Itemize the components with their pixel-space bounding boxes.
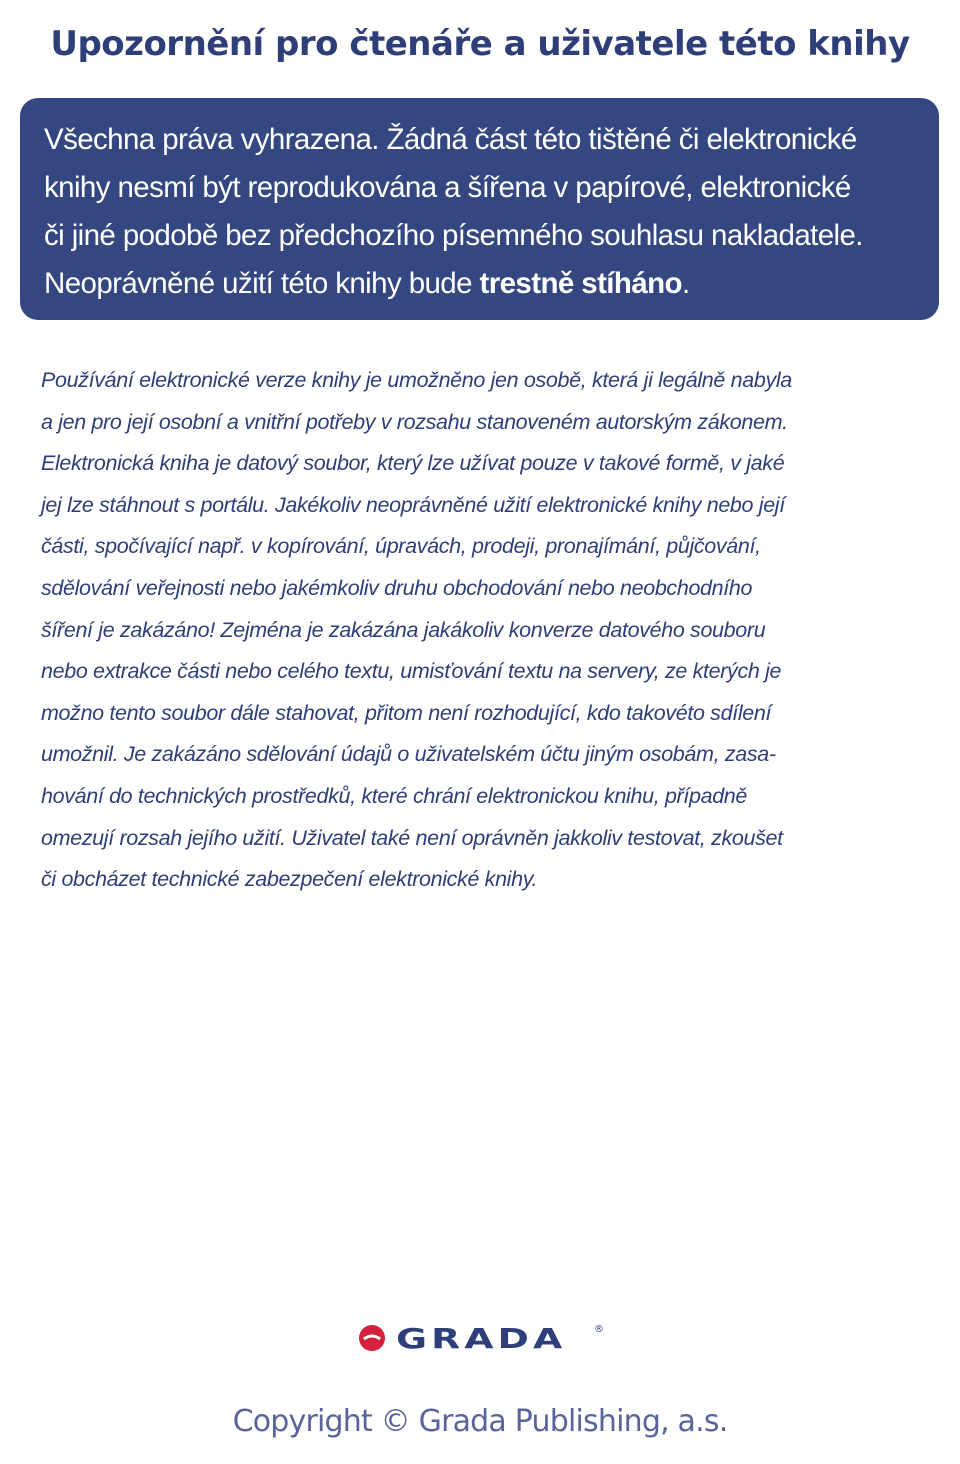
paragraph-line: omezují rozsah jejího užití. Uživatel také není oprávněn jakkoliv testovat, zkoušet	[41, 825, 783, 850]
paragraph-line: hování do technických prostředků, které chrání elektronickou knihu, případně	[41, 783, 748, 808]
notice-line: Všechna práva vyhrazena. Žádná část této tištěné či elektronické	[44, 123, 857, 156]
usage-terms-paragraph	[41, 360, 921, 901]
paragraph-line: Používání elektronické verze knihy je umožněno jen osobě, která ji legálně nabyla	[41, 368, 792, 392]
paragraph-line: umožnil. Je zakázáno sdělování údajů o uživatelském účtu jiným osobám, zasa-	[41, 742, 776, 767]
notice-end: .	[681, 267, 690, 300]
paragraph-line: možno tento soubor dále stahovat, přitom není rozhodující, kdo takovéto sdílení	[41, 700, 772, 725]
grada-logo-icon	[358, 1324, 386, 1352]
paragraph-line: a jen pro její osobní a vnitřní potřeby v rozsahu stanoveném autorským zákonem.	[41, 409, 788, 434]
notice-line-text: Neoprávněné užití této knihy bude	[44, 267, 480, 300]
notice-emphasis: trestně stíháno	[479, 267, 682, 300]
page-title: Upozornění pro čtenáře a uživatele této knihy	[50, 24, 910, 64]
paragraph-line: šíření je zakázáno! Zejména je zakázána jakákoliv konverze datového souboru	[41, 617, 766, 642]
paragraph-line: jej lze stáhnout s portálu. Jakékoliv neoprávněné užití elektronické knihy nebo její	[41, 492, 785, 517]
paragraph-line: Elektronická kniha je datový soubor, který lze užívat pouze v takové formě, v jaké	[41, 451, 785, 476]
notice-line: či jiné podobě bez předchozího písemného souhlasu nakladatele.	[44, 219, 863, 252]
notice-line-last	[44, 260, 919, 308]
registered-mark: ®	[594, 1324, 604, 1335]
paragraph-line: sdělování veřejnosti nebo jakémkoliv druhu obchodování nebo neobchodního	[41, 575, 753, 600]
grada-logo	[358, 1318, 604, 1358]
paragraph-line: či obcházet technické zabezpečení elektronické knihy.	[41, 867, 538, 892]
paragraph-line: části, spočívající např. v kopírování, úpravách, prodeji, pronajímání, půjčování,	[41, 534, 761, 559]
paragraph-line: nebo extrakce části nebo celého textu, umisťování textu na servery, ze kterých je	[41, 659, 782, 684]
copyright-notice: Copyright © Grada Publishing, a.s.	[232, 1404, 728, 1439]
logo-wordmark: GRADA	[396, 1321, 567, 1355]
notice-line: knihy nesmí být reprodukována a šířena v papírové, elektronické	[44, 171, 851, 204]
rights-notice-box	[20, 98, 939, 320]
